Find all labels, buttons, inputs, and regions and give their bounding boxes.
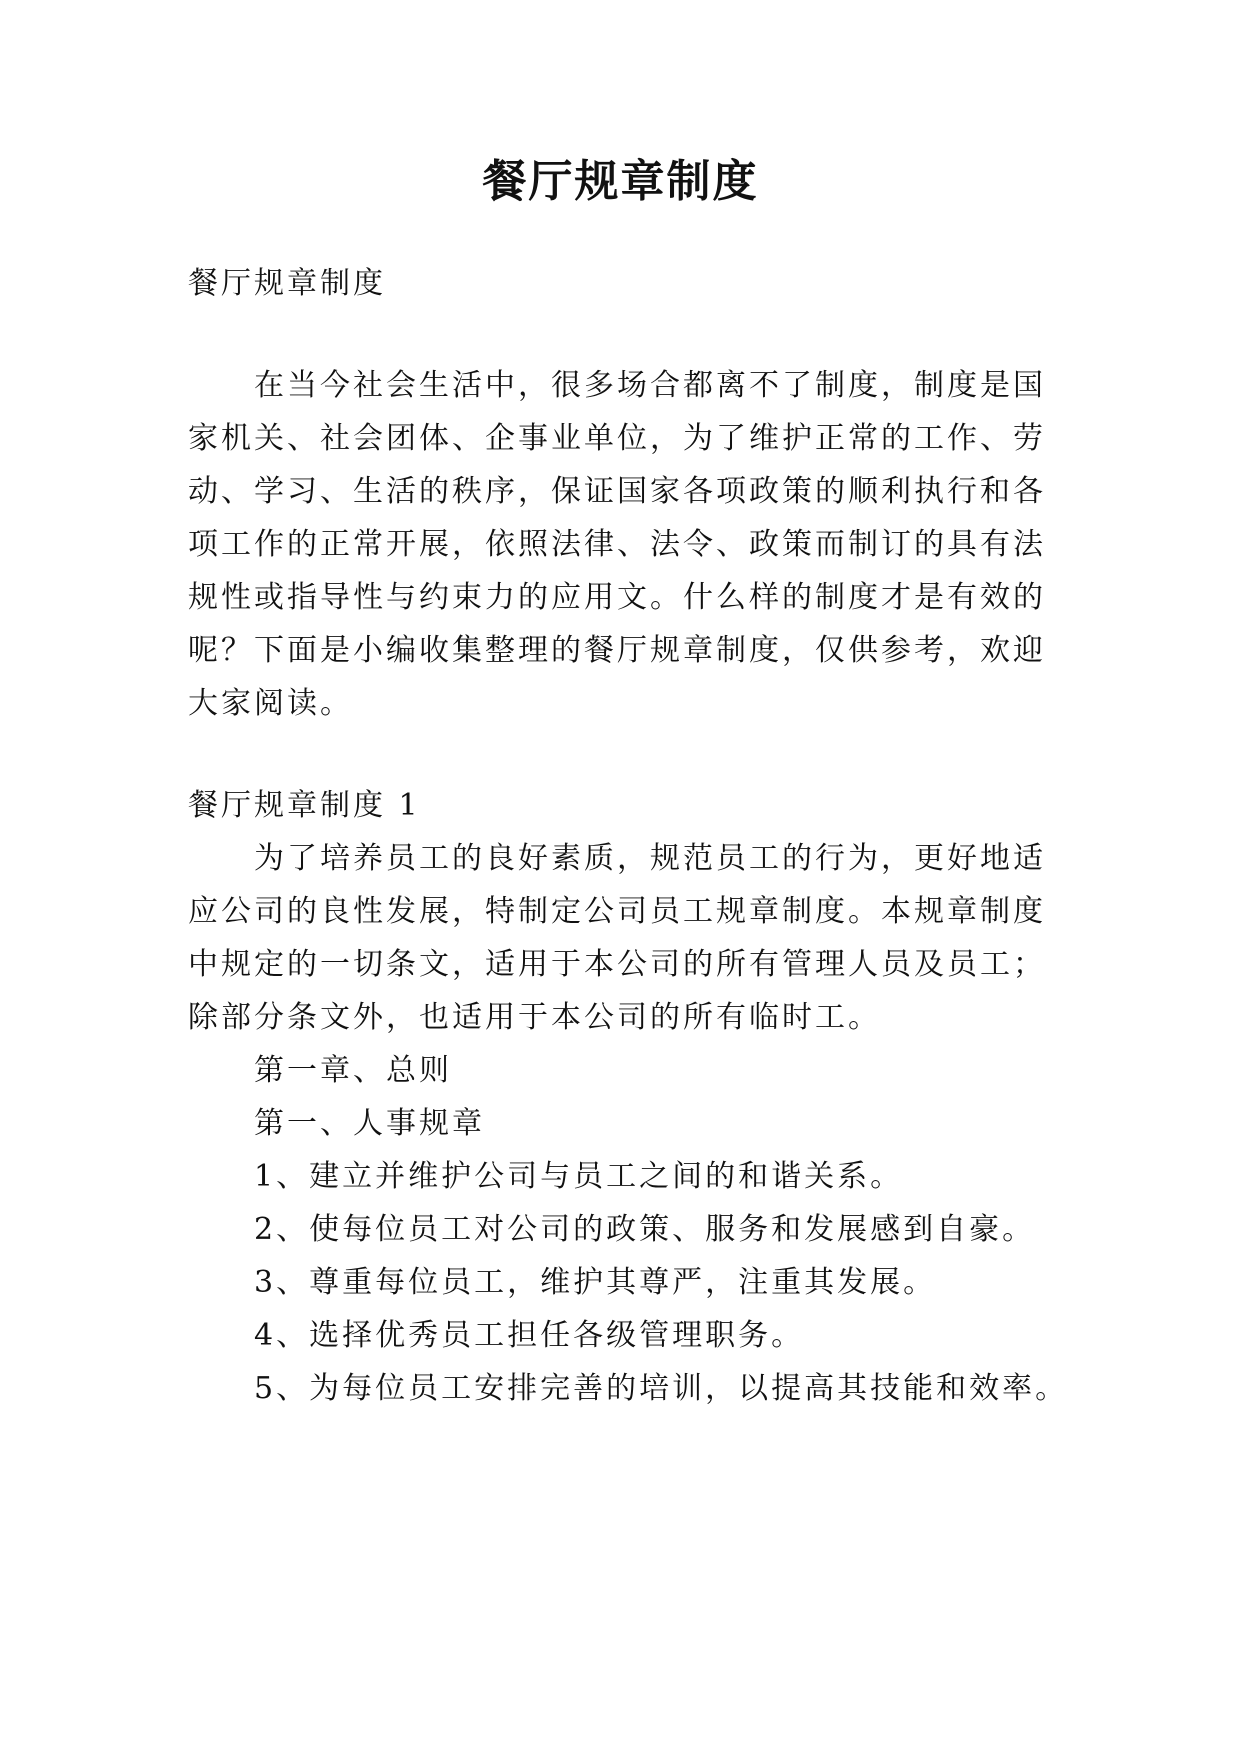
section-line: 应公司的良性发展，特制定公司员工规章制度。本规章制度	[188, 894, 1046, 929]
section-line: 除部分条文外，也适用于本公司的所有临时工。	[188, 1000, 881, 1035]
list-item: 4、选择优秀员工担任各级管理职务。	[254, 1318, 805, 1353]
list-item: 5、为每位员工安排完善的培训，以提高其技能和效率。	[254, 1371, 1069, 1406]
section-heading: 餐厅规章制度 1	[188, 788, 421, 823]
list-item: 1、建立并维护公司与员工之间的和谐关系。	[254, 1159, 904, 1194]
section-line: 为了培养员工的良好素质，规范员工的行为，更好地适	[254, 841, 1046, 876]
document-subtitle: 餐厅规章制度	[188, 266, 386, 301]
intro-line: 在当今社会生活中，很多场合都离不了制度，制度是国	[254, 368, 1046, 403]
intro-line: 项工作的正常开展，依照法律、法令、政策而制订的具有法	[188, 527, 1046, 562]
intro-line: 家机关、社会团体、企事业单位，为了维护正常的工作、劳	[188, 421, 1046, 456]
section-line: 中规定的一切条文，适用于本公司的所有管理人员及员工；	[188, 947, 1046, 982]
subsection-heading: 第一、人事规章	[254, 1106, 485, 1141]
list-item: 2、使每位员工对公司的政策、服务和发展感到自豪。	[254, 1212, 1036, 1247]
intro-line: 动、学习、生活的秩序，保证国家各项政策的顺利执行和各	[188, 474, 1046, 509]
intro-line: 大家阅读。	[188, 686, 353, 721]
intro-line: 呢？下面是小编收集整理的餐厅规章制度，仅供参考，欢迎	[188, 633, 1046, 668]
page-title: 餐厅规章制度	[482, 156, 759, 207]
chapter-heading: 第一章、总则	[254, 1053, 452, 1088]
list-item: 3、尊重每位员工，维护其尊严，注重其发展。	[254, 1265, 937, 1300]
intro-line: 规性或指导性与约束力的应用文。什么样的制度才是有效的	[188, 580, 1046, 615]
